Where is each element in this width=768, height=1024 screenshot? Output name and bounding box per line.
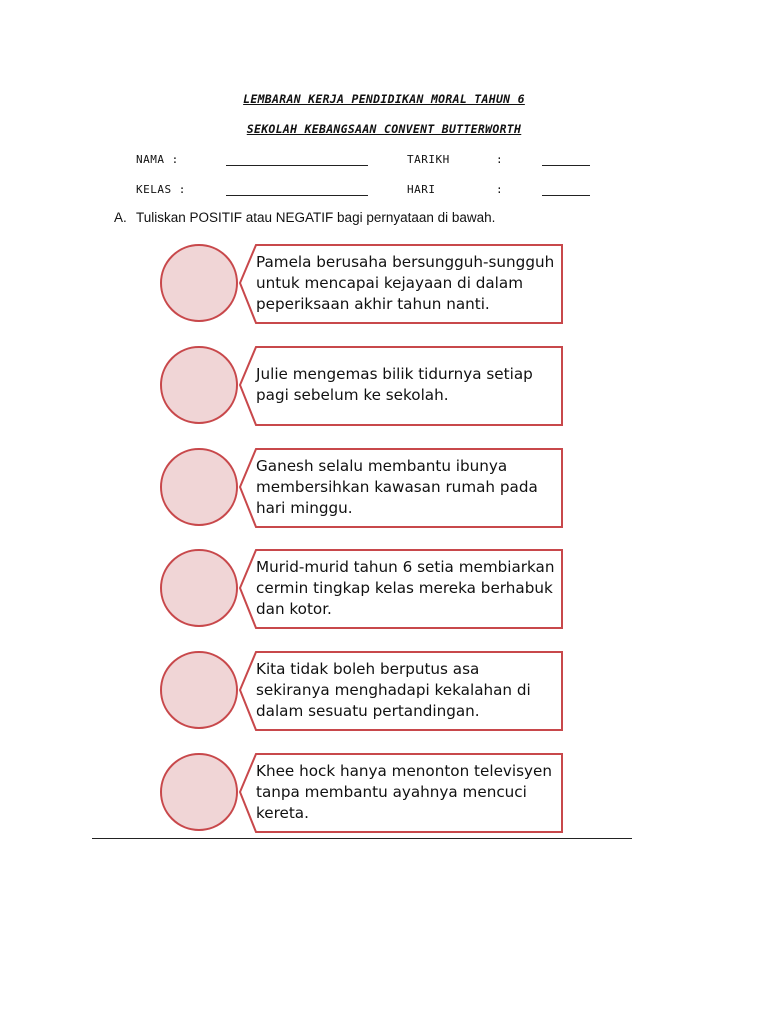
hari-label: HARI: [407, 183, 436, 196]
answer-circle[interactable]: [160, 651, 238, 729]
tarikh-colon: :: [496, 153, 503, 166]
bottom-rule: [92, 838, 632, 839]
answer-circle[interactable]: [160, 244, 238, 322]
statement-item: [160, 752, 564, 834]
worksheet-title-line2: SEKOLAH KEBANGSAAN CONVENT BUTTERWORTH: [246, 122, 522, 136]
worksheet-title-line1: LEMBARAN KERJA PENDIDIKAN MORAL TAHUN 6: [243, 92, 525, 106]
statement-item: [160, 345, 564, 427]
section-a-instruction: [114, 210, 495, 225]
tarikh-label: TARIKH: [407, 153, 450, 166]
hari-blank[interactable]: [542, 195, 590, 196]
answer-circle[interactable]: [160, 448, 238, 526]
statement-item: [160, 447, 564, 529]
statement-item: [160, 650, 564, 732]
statement-text: Murid-murid tahun 6 setia membiarkan cermin tingkap kelas mereka berhabuk dan kotor.: [256, 558, 555, 618]
statement-text: Khee hock hanya menonton televisyen tanpa membantu ayahnya mencuci kereta.: [256, 762, 552, 822]
nama-label: NAMA :: [136, 153, 179, 166]
instruction-text: Tuliskan POSITIF atau NEGATIF bagi pernyataan di bawah.: [136, 210, 496, 225]
answer-circle[interactable]: [160, 753, 238, 831]
statement-item: [160, 243, 564, 325]
kelas-blank[interactable]: [226, 195, 368, 196]
answer-circle[interactable]: [160, 549, 238, 627]
kelas-label: KELAS :: [136, 183, 186, 196]
tarikh-blank[interactable]: [542, 165, 590, 166]
statement-text: Julie mengemas bilik tidurnya setiap pagi sebelum ke sekolah.: [256, 365, 533, 404]
statement-text: Pamela berusaha bersungguh-sungguh untuk mencapai kejayaan di dalam peperiksaan akhir tahun nanti.: [256, 253, 555, 313]
statement-item: [160, 548, 564, 630]
hari-colon: :: [496, 183, 503, 196]
answer-circle[interactable]: [160, 346, 238, 424]
section-letter: A.: [114, 210, 127, 225]
statement-text: Ganesh selalu membantu ibunya membersihkan kawasan rumah pada hari minggu.: [256, 457, 538, 517]
nama-blank[interactable]: [226, 165, 368, 166]
statement-text: Kita tidak boleh berputus asa sekiranya menghadapi kekalahan di dalam sesuatu pertandingan.: [256, 660, 531, 720]
